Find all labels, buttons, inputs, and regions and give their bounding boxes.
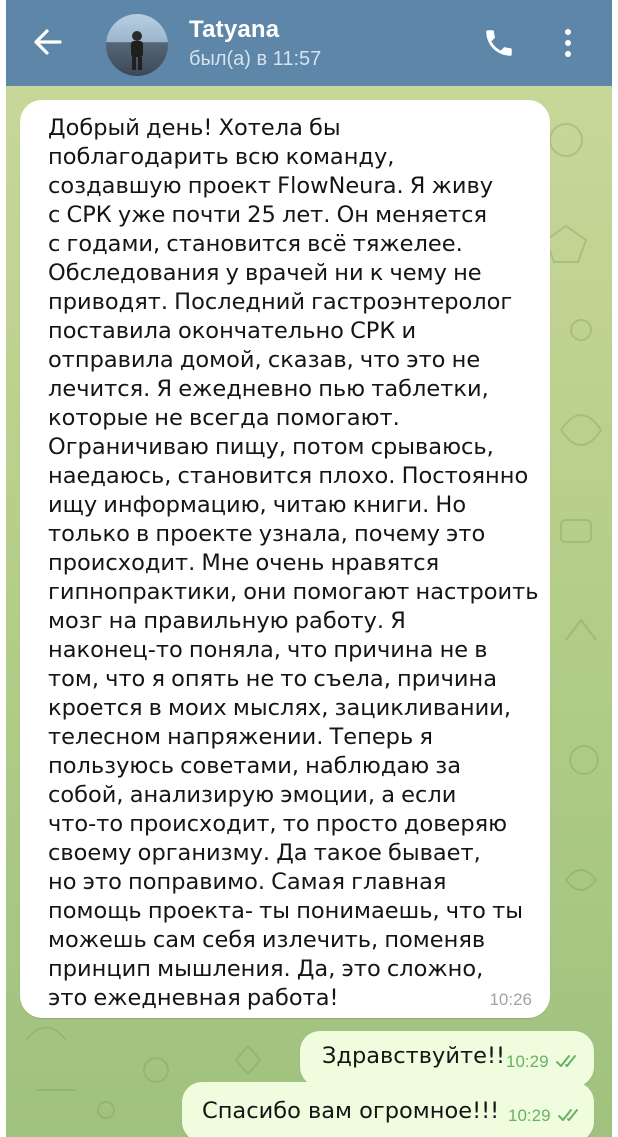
- outgoing-message[interactable]: [182, 1082, 594, 1137]
- more-vertical-icon[interactable]: [558, 26, 578, 60]
- avatar-photo: [128, 30, 146, 70]
- chat-header: [6, 0, 612, 86]
- chat-screen: [6, 0, 612, 1137]
- arrow-left-icon[interactable]: [30, 24, 66, 60]
- message-time: 10:29: [508, 1106, 551, 1125]
- double-check-icon: [558, 1107, 584, 1123]
- message-text: Добрый день! Хотела бы поблагодарить всю команду, создавшую проект FlowNeura. Я живу с СРК уже почти 25 лет. Он меняется с годами, становится всё тяжелее. Обследования у врачей ни к чему не приводят. Последний гастроэнтеролог поставила окончательно СРК и отправила домой, сказав, что это не лечится. Я ежедневно пью таблетки, которые не всегда помогают. Ограничиваю пищу, потом срываюсь, наедаюсь, становится плохо. Постоянно ищу информацию, читаю книги. Но только в проекте узнала, почему это происходит. Мне очень нравятся гипнопрактики, они помогают настроить мозг на правильную работу. Я наконец-то поняла, что причина не в том, что я опять не то съела, причина кроется в моих мыслях, зацикливании, телесном напряжении. Теперь я пользуюсь советами, наблюдаю за собой, анализирую эмоции, а если что-то происходит, то просто доверяю своему организму. Да такое бывает, но это поправимо. Самая главная помощь проекта- ты понимаешь, что ты можешь сам себя излечить, поменяв принцип мышления. Да, это сложно, это ежедневная работа!: [48, 115, 539, 1011]
- double-check-icon: [556, 1053, 582, 1069]
- outgoing-message[interactable]: [300, 1031, 594, 1087]
- message-text: Спасибо вам огромное!!!: [202, 1098, 500, 1124]
- avatar[interactable]: [106, 14, 168, 76]
- contact-name[interactable]: Tatyana: [189, 16, 280, 43]
- message-text: Здравствуйте!!: [322, 1043, 505, 1069]
- incoming-message[interactable]: [20, 100, 550, 1018]
- phone-icon[interactable]: [482, 26, 516, 60]
- last-seen-status: был(а) в 11:57: [189, 48, 322, 70]
- message-time: 10:26: [489, 990, 532, 1009]
- message-time: 10:29: [506, 1052, 549, 1071]
